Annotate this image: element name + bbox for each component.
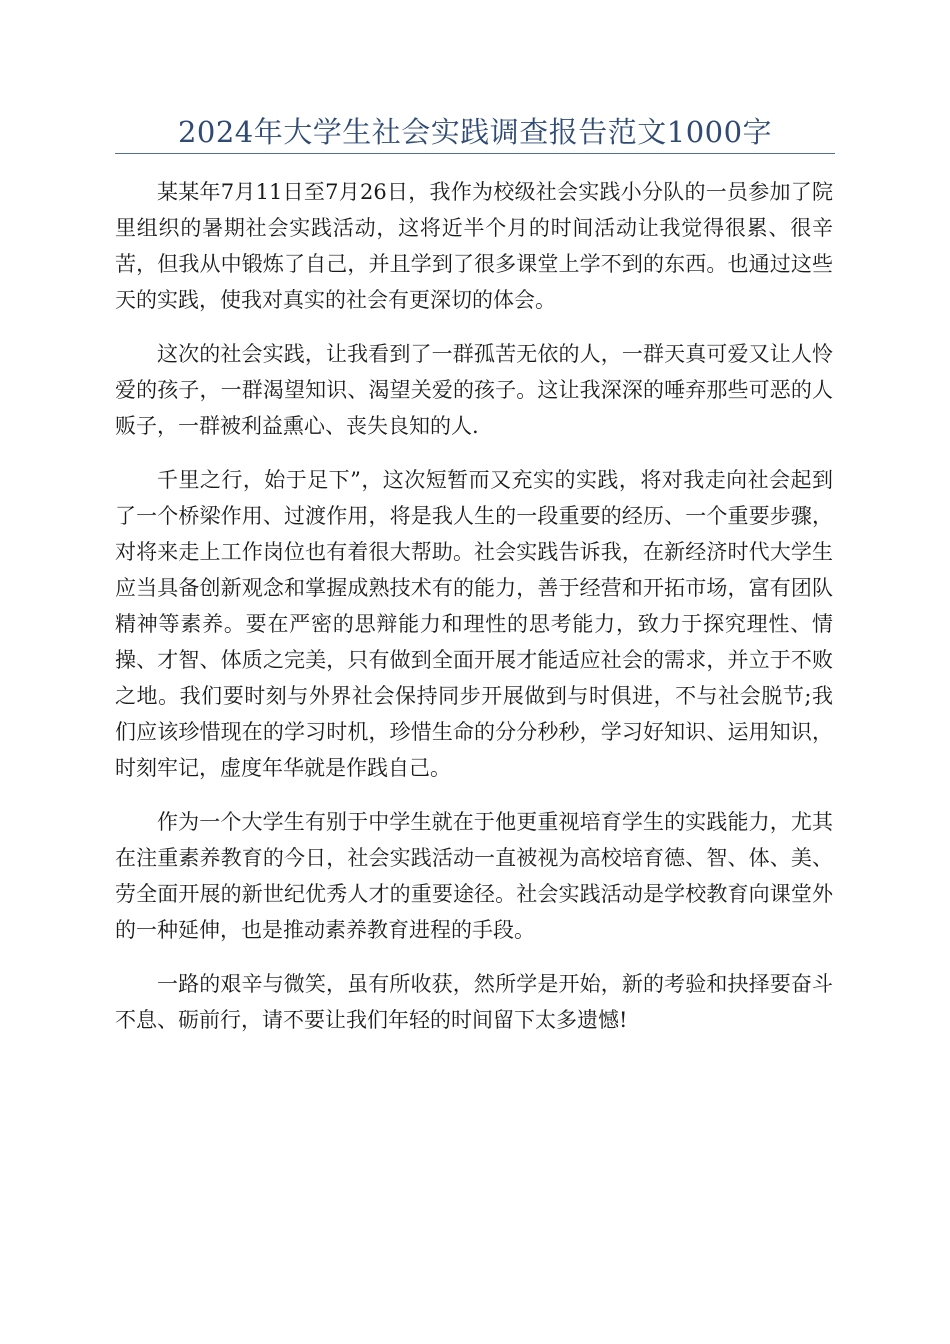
paragraph-2: 这次的社会实践，让我看到了一群孤苦无依的人，一群天真可爱又让人怜爱的孩子，一群渴望知识、渴望关爱的孩子。这让我深深的唾弃那些可恶的人贩子，一群被利益熏心、丧失良知的人. <box>115 342 833 438</box>
title-underline <box>115 153 835 154</box>
document-body <box>115 174 833 1056</box>
paragraph-5: 一路的艰辛与微笑，虽有所收获，然所学是开始，新的考验和抉择要奋斗不息、砺前行，请不要让我们年轻的时间留下太多遗憾! <box>115 972 833 1032</box>
paragraph-3: 千里之行，始于足下”，这次短暂而又充实的实践，将对我走向社会起到了一个桥梁作用、过渡作用，将是我人生的一段重要的经历、一个重要步骤，对将来走上工作岗位也有着很大帮助。社会实践告诉我，在新经济时代大学生应当具备创新观念和掌握成熟技术有的能力，善于经营和开拓市场，富有团队精神等素养。要在严密的思辩能力和理性的思考能力，致力于探究理性、情操、才智、体质之完美，只有做到全面开展才能适应社会的需求，并立于不败之地。我们要时刻与外界社会保持同步开展做到与时俱进，不与社会脱节;我们应该珍惜现在的学习时机，珍惜生命的分分秒秒，学习好知识、运用知识，时刻牢记，虚度年华就是作践自己。 <box>115 468 833 780</box>
paragraph-1: 某某年7月11日至7月26日，我作为校级社会实践小分队的一员参加了院里组织的暑期社会实践活动，这将近半个月的时间活动让我觉得很累、很辛苦，但我从中锻炼了自己，并且学到了很多课堂上学不到的东西。也通过这些天的实践，使我对真实的社会有更深切的体会。 <box>115 180 833 312</box>
paragraph-4: 作为一个大学生有别于中学生就在于他更重视培育学生的实践能力，尤其在注重素养教育的今日，社会实践活动一直被视为高校培育德、智、体、美、劳全面开展的新世纪优秀人才的重要途径。社会实践活动是学校教育向课堂外的一种延伸，也是推动素养教育进程的手段。 <box>115 810 833 942</box>
document-title: 2024年大学生社会实践调查报告范文1000字 <box>177 115 773 149</box>
